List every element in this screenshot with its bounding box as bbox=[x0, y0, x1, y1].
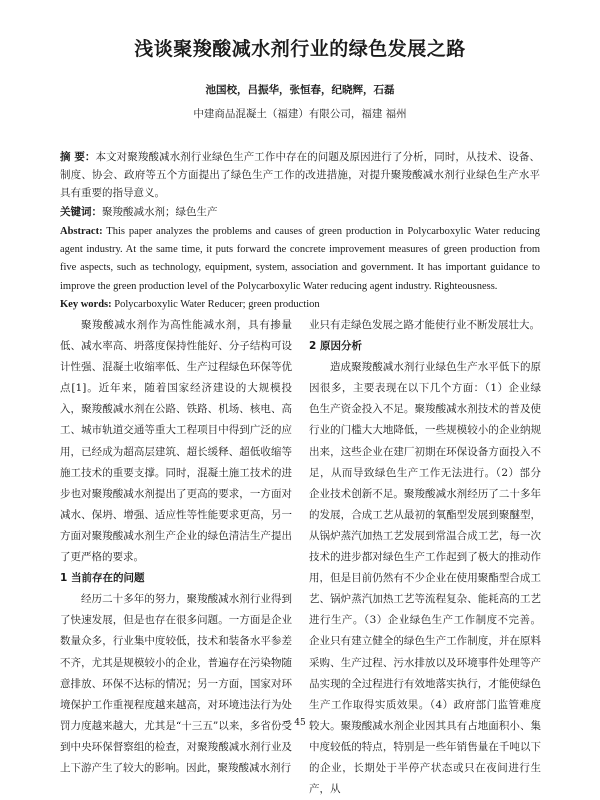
affiliation: 中建商品混凝土（福建）有限公司，福建 福州 bbox=[193, 108, 407, 120]
intro-paragraph: 聚羧酸减水剂作为高性能减水剂，具有掺量低、减水率高、坍落度保持性能好、分子结构可设计性强、混凝土收缩率低、生产过程绿色环保等优点[1]。近年来，随着国家经济建设的大规模投入，聚羧酸减水剂在公路、铁路、机场、核电、高工、城市轨道交通等重大工程项目中得到广泛的应用，已经成为超高层建筑、超长缓释、超低收缩等施工技术的重要支撑。同时，混凝土施工技术的进步也对聚羧酸减水剂提出了更高的要求，一方面对减水、保坍、增强、适应性等性能要求更高，另一方面对聚羧酸减水剂生产企业的绿色清洁生产提出了更严格的要求。 bbox=[60, 319, 292, 564]
author-list: 池国校，吕振华，张恒春，纪晓辉，石磊 bbox=[205, 84, 395, 96]
paper-title: 浅谈聚羧酸减水剂行业的绿色发展之路 bbox=[134, 38, 466, 60]
section-heading-problems: 1 当前存在的问题 bbox=[60, 572, 145, 585]
abstract-english-label: Abstract: bbox=[60, 226, 103, 237]
section-problems-paragraph: 经历二十多年的努力，聚羧酸减水剂行业得到了快速发展，但是也存在很多问题。一方面是企业数量众多，行业集中度较低，技术和装备水平参差不齐，尤其是规模较小的企业，普遍存在污染物随意排放、环保不达标的情况；另一方面，国家对环境保护工作重视程度越来越高，对环境违法行为处罚力度越来越大，尤其是“十三五”以来，多省份受到中央环保督察组的检查，对聚羧酸减水剂行业及上下游产生了较大的影响。因此，聚羧酸减水剂行 bbox=[60, 593, 292, 774]
continued-paragraph: 业只有走绿色发展之路才能使行业不断发展壮大。 bbox=[309, 319, 540, 331]
abstract-chinese-label: 摘 要： bbox=[60, 151, 96, 163]
abstract-english-text: This paper analyzes the problems and causes of green production in Polycarboxylic Water reducing agent industry. At the same time, it puts forward the concrete improvement measures of green production from five aspects, such as technology, equipment, system, association and government. It has important guidance to improve the green production level of the Polycarboxylic Water reducing agent industry. Righteousness. bbox=[60, 226, 540, 292]
keywords-english bbox=[60, 296, 540, 314]
keywords-chinese-text: 聚羧酸减水剂；绿色生产 bbox=[102, 206, 218, 218]
keywords-chinese bbox=[60, 203, 540, 221]
section-causes-paragraph: 造成聚羧酸减水剂行业绿色生产水平低下的原因很多，主要表现在以下几个方面：（1）企业绿色生产资金投入不足。聚羧酸减水剂技术的普及使行业的门槛大大地降低，一些规模较小的企业纳规出来，这些企业在建厂初期在环保设备方面投入不足，从而导致绿色生产工作无法进行。（2）部分企业技术创新不足。聚羧酸减水剂经历了二十多年的发展，合成工艺从最初的氧酯型发展到聚醚型，从锅炉蒸汽加热工艺发展到常温合成工艺，每一次技术的进步都对绿色生产工作起到了极大的推动作用，但是目前仍然有不少企业在使用聚酯型合成工艺、锅炉蒸汽加热工艺等流程复杂、能耗高的工艺进行生产。（3）企业绿色生产工作制度不完善。企业只有建立健全的绿色生产工作制度，并在原料采购、生产过程、污水排放以及环境事件处理等产品实现的全过程进行有效地落实执行，才能使绿色生产工作取得实质效果。（4）政府部门监管难度较大。聚羧酸减水剂企业因其具有占地面积小、集中度较低的特点，特别是一些年销售量在千吨以下的企业，长期处于半停产状态或只在夜间进行生产，从 bbox=[309, 361, 541, 796]
page-number: － 45 － bbox=[282, 718, 318, 728]
body-column-left bbox=[60, 315, 292, 779]
keywords-english-text: Polycarboxylic Water Reducer; green production bbox=[114, 299, 320, 310]
abstract-chinese bbox=[60, 148, 540, 202]
section-heading-causes: 2 原因分析 bbox=[309, 340, 362, 353]
keywords-english-label: Key words: bbox=[60, 299, 112, 310]
keywords-chinese-label: 关键词： bbox=[60, 206, 102, 218]
abstract-english bbox=[60, 223, 540, 296]
abstract-chinese-text: 本文对聚羧酸减水剂行业绿色生产工作中存在的问题及原因进行了分析，同时，从技术、设备、制度、协会、政府等五个方面提出了绿色生产工作的改进措施，对提升聚羧酸减水剂行业绿色生产水平具有重要的指导意义。 bbox=[60, 151, 541, 199]
